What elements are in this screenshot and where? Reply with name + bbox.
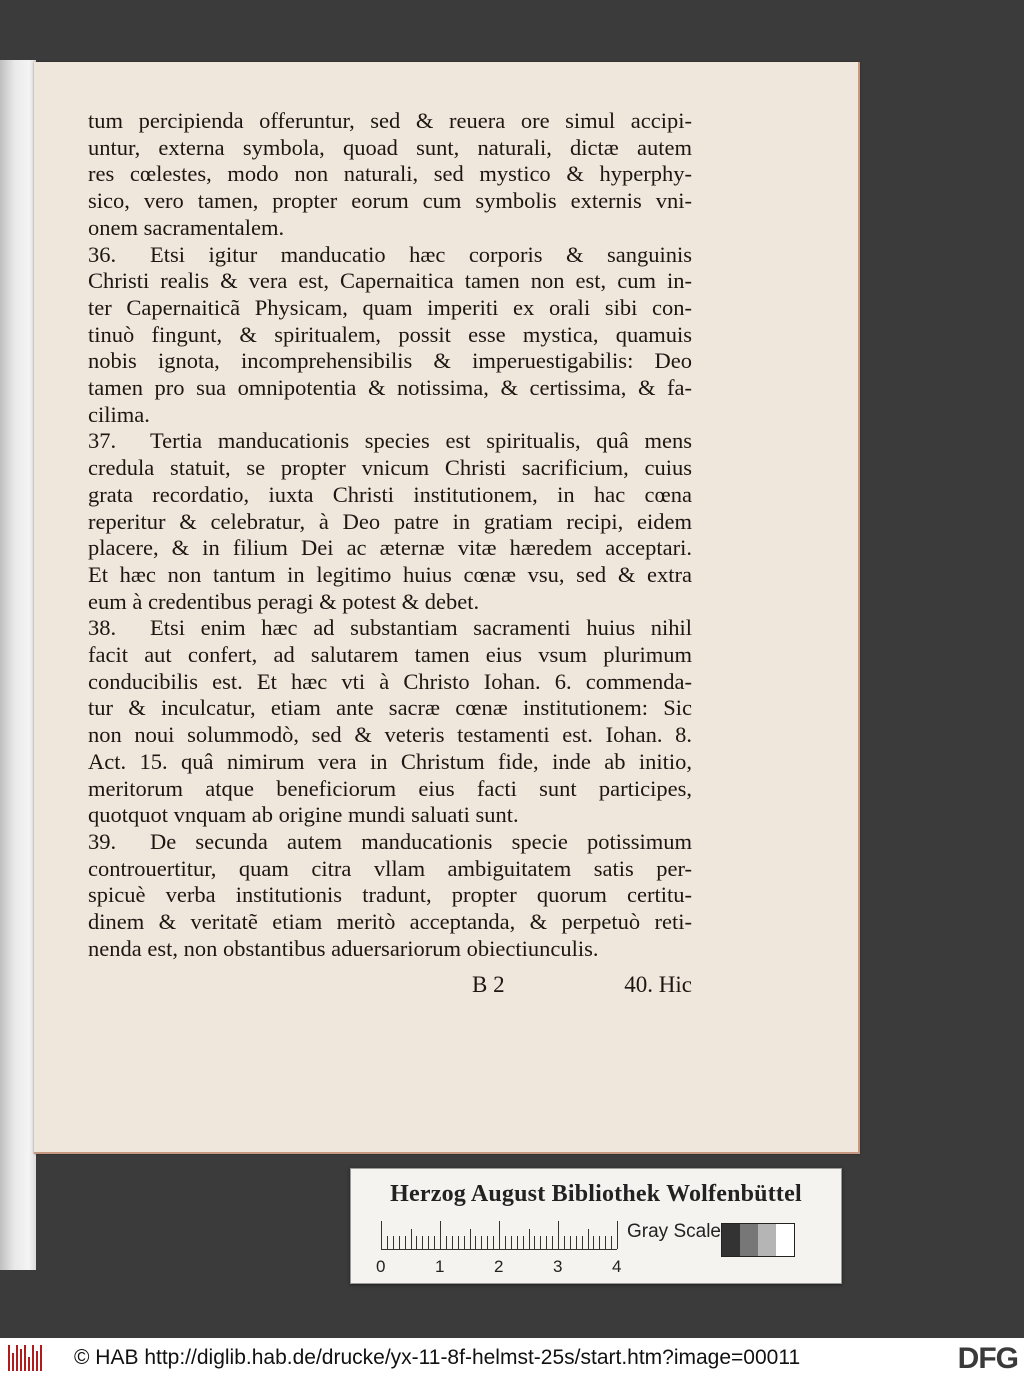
catchword: 40. Hic [624,972,692,997]
text-line [88,829,692,856]
text-line [88,161,692,188]
ruler-tick [611,1236,612,1249]
line-text: credula statuit, se propter vnicum Christi sacrificium, cuius [88,455,692,481]
adjacent-page-edge [0,60,36,1270]
copyright-url: © HAB http://diglib.hab.de/drucke/yx-11-8f-helmst-25s/start.htm?image=00011 [74,1346,801,1369]
text-line [88,562,692,589]
text-line [88,322,692,349]
ruler-tick [534,1236,535,1249]
text-line [88,348,692,375]
text-line [88,455,692,482]
text-line [88,268,692,295]
text-line [88,642,692,669]
text-line [88,722,692,749]
line-text: controuertitur, quam citra vllam ambiguitatem satis per- [88,855,692,881]
text-line [88,882,692,909]
ruler-tick [493,1236,494,1249]
text-line [88,135,692,162]
text-line [88,428,692,455]
line-text: nobis ignota, incomprehensibilis & imperuestigabilis: Deo [88,348,692,374]
ruler-tick [416,1236,417,1249]
ruler-tick [582,1236,583,1249]
ruler-tick [387,1236,388,1249]
ruler-tick [552,1236,553,1249]
gray-swatch [758,1224,776,1256]
barcode-bar [8,1345,10,1371]
ruler-tick [546,1236,547,1249]
library-label [350,1168,842,1284]
line-text: cilima. [88,401,150,427]
line-text: onem sacramentalem. [88,214,285,240]
paragraph-number: 39. [88,828,117,854]
text-line [88,482,692,509]
line-text: Et hæc non tantum in legitimo huius cœnæ vsu, sed & extra [88,561,692,587]
ruler-number: 1 [435,1257,445,1276]
scale-ruler [381,1219,617,1250]
text-line [88,215,692,242]
dfg-logo: DFG [957,1342,1018,1375]
line-text: tinuò fingunt, & spiritualem, possit esse mystica, quamuis [88,321,692,347]
ruler-tick [576,1236,577,1249]
paragraph-number: 38. [88,615,117,641]
ruler-tick [593,1236,594,1249]
text-line [88,535,692,562]
line-text: tur & inculcatur, etiam ante sacræ cœnæ institutionem: Sic [88,695,692,721]
ruler-tick [558,1221,559,1249]
line-text: non noui solummodò, sed & veteris testamenti est. Iohan. 8. [88,722,692,748]
ruler-tick [487,1236,488,1249]
hab-barcode-icon [8,1345,48,1371]
line-text: nenda est, non obstantibus aduersariorum obiectiunculis. [88,935,599,961]
line-text: eum à credentibus peragi & potest & debet. [88,588,480,614]
ruler-tick [464,1236,465,1249]
ruler-tick [470,1229,471,1249]
ruler-tick [599,1236,600,1249]
line-text: ter Capernaiticã Physicam, quam imperiti ex orali sibi con- [88,294,692,320]
ruler-tick [381,1221,382,1249]
ruler-number: 4 [612,1257,622,1276]
line-text: Act. 15. quâ nimirum vera in Christum fide, inde ab initio, [88,748,692,774]
ruler-tick [499,1221,500,1249]
line-text: conducibilis est. Et hæc vti à Christo Iohan. 6. commenda- [88,668,692,694]
text-line [88,242,692,269]
ruler-tick [617,1221,618,1249]
line-text: Etsi igitur manducatio hæc corporis & sanguinis [150,241,692,267]
text-line [88,669,692,696]
ruler-tick [564,1236,565,1249]
ruler-number: 0 [376,1257,386,1276]
ruler-tick [411,1229,412,1249]
signature-mark: B 2 [472,972,505,997]
ruler-tick [570,1236,571,1249]
ruler-tick [605,1236,606,1249]
ruler-tick [511,1236,512,1249]
ruler-tick [458,1236,459,1249]
paragraph-number: 36. [88,241,117,267]
line-text: facit aut confert, ad salutarem tamen eius vsum plurimum [88,642,692,668]
text-line [88,108,692,135]
text-line [88,375,692,402]
ruler-number: 2 [494,1257,504,1276]
paragraph-number: 37. [88,428,117,454]
line-text: De secunda autem manducationis specie potissimum [150,828,692,854]
line-text: tamen pro sua omnipotentia & notissima, & certissima, & fa- [88,375,692,401]
line-text: placere, & in filium Dei ac æternæ vitæ hæredem acceptari. [88,535,692,561]
barcode-bar [16,1345,18,1371]
text-line [88,589,692,616]
ruler-tick [540,1236,541,1249]
text-line [88,615,692,642]
line-text: tum percipienda offeruntur, sed & reuera ore simul accipi- [88,108,692,133]
ruler-tick [428,1236,429,1249]
ruler-tick [529,1229,530,1249]
ruler-tick [588,1229,589,1249]
line-text: quotquot vnquam ab origine mundi saluati sunt. [88,802,519,828]
text-line [88,856,692,883]
line-text: dinem & veritatẽ etiam meritò acceptanda, & perpetuò reti- [88,909,692,935]
ruler-tick [481,1236,482,1249]
gray-swatch [776,1224,794,1256]
line-text: Etsi enim hæc ad substantiam sacramenti huius nihil [150,615,692,641]
text-line [88,188,692,215]
barcode-bar [20,1349,22,1371]
line-text: res cœlestes, modo non naturali, sed mystico & hyperphy- [88,161,692,187]
ruler-tick [405,1236,406,1249]
gray-scale-label: Gray Scale [627,1221,721,1242]
barcode-bar [32,1345,34,1371]
line-text: Christi realis & vera est, Capernaitica tamen non est, cum in- [88,268,692,294]
ruler-tick [517,1236,518,1249]
ruler-tick [399,1236,400,1249]
page-text [88,108,692,963]
line-text: sico, vero tamen, propter eorum cum symbolis externis vni- [88,188,692,214]
barcode-bar [28,1357,30,1371]
line-text: Tertia manducationis species est spiritualis, quâ mens [150,428,692,454]
ruler-number: 3 [553,1257,563,1276]
viewer-footer [0,1338,1024,1378]
gray-swatch [740,1224,758,1256]
ruler-tick [475,1236,476,1249]
ruler-tick [446,1236,447,1249]
ruler-tick [422,1236,423,1249]
barcode-bar [36,1351,38,1371]
text-line [88,749,692,776]
line-text: meritorum atque beneficiorum eius facti sunt participes, [88,775,692,801]
text-line [88,802,692,829]
text-line [88,509,692,536]
line-text: spicuè verba institutionis tradunt, propter quorum certitu- [88,882,692,908]
barcode-bar [12,1353,14,1371]
text-line [88,936,692,963]
line-text: grata recordatio, iuxta Christi institutionem, in hac cœna [88,481,692,507]
gray-swatch [722,1224,740,1256]
ruler-tick [523,1236,524,1249]
ruler-tick [434,1236,435,1249]
text-line [88,295,692,322]
ruler-tick [440,1221,441,1249]
barcode-bar [40,1345,42,1371]
line-text: untur, externa symbola, quoad sunt, naturali, dictæ autem [88,134,692,160]
line-text: reperitur & celebratur, à Deo patre in gratiam recipi, eidem [88,508,692,534]
text-line [88,402,692,429]
ruler-tick [393,1236,394,1249]
gray-scale-swatch [721,1223,795,1257]
barcode-bar [24,1345,26,1371]
ruler-tick [505,1236,506,1249]
ruler-tick [452,1236,453,1249]
text-line [88,695,692,722]
text-line [88,776,692,803]
library-name: Herzog August Bibliothek Wolfenbüttel [390,1181,802,1207]
text-line [88,909,692,936]
